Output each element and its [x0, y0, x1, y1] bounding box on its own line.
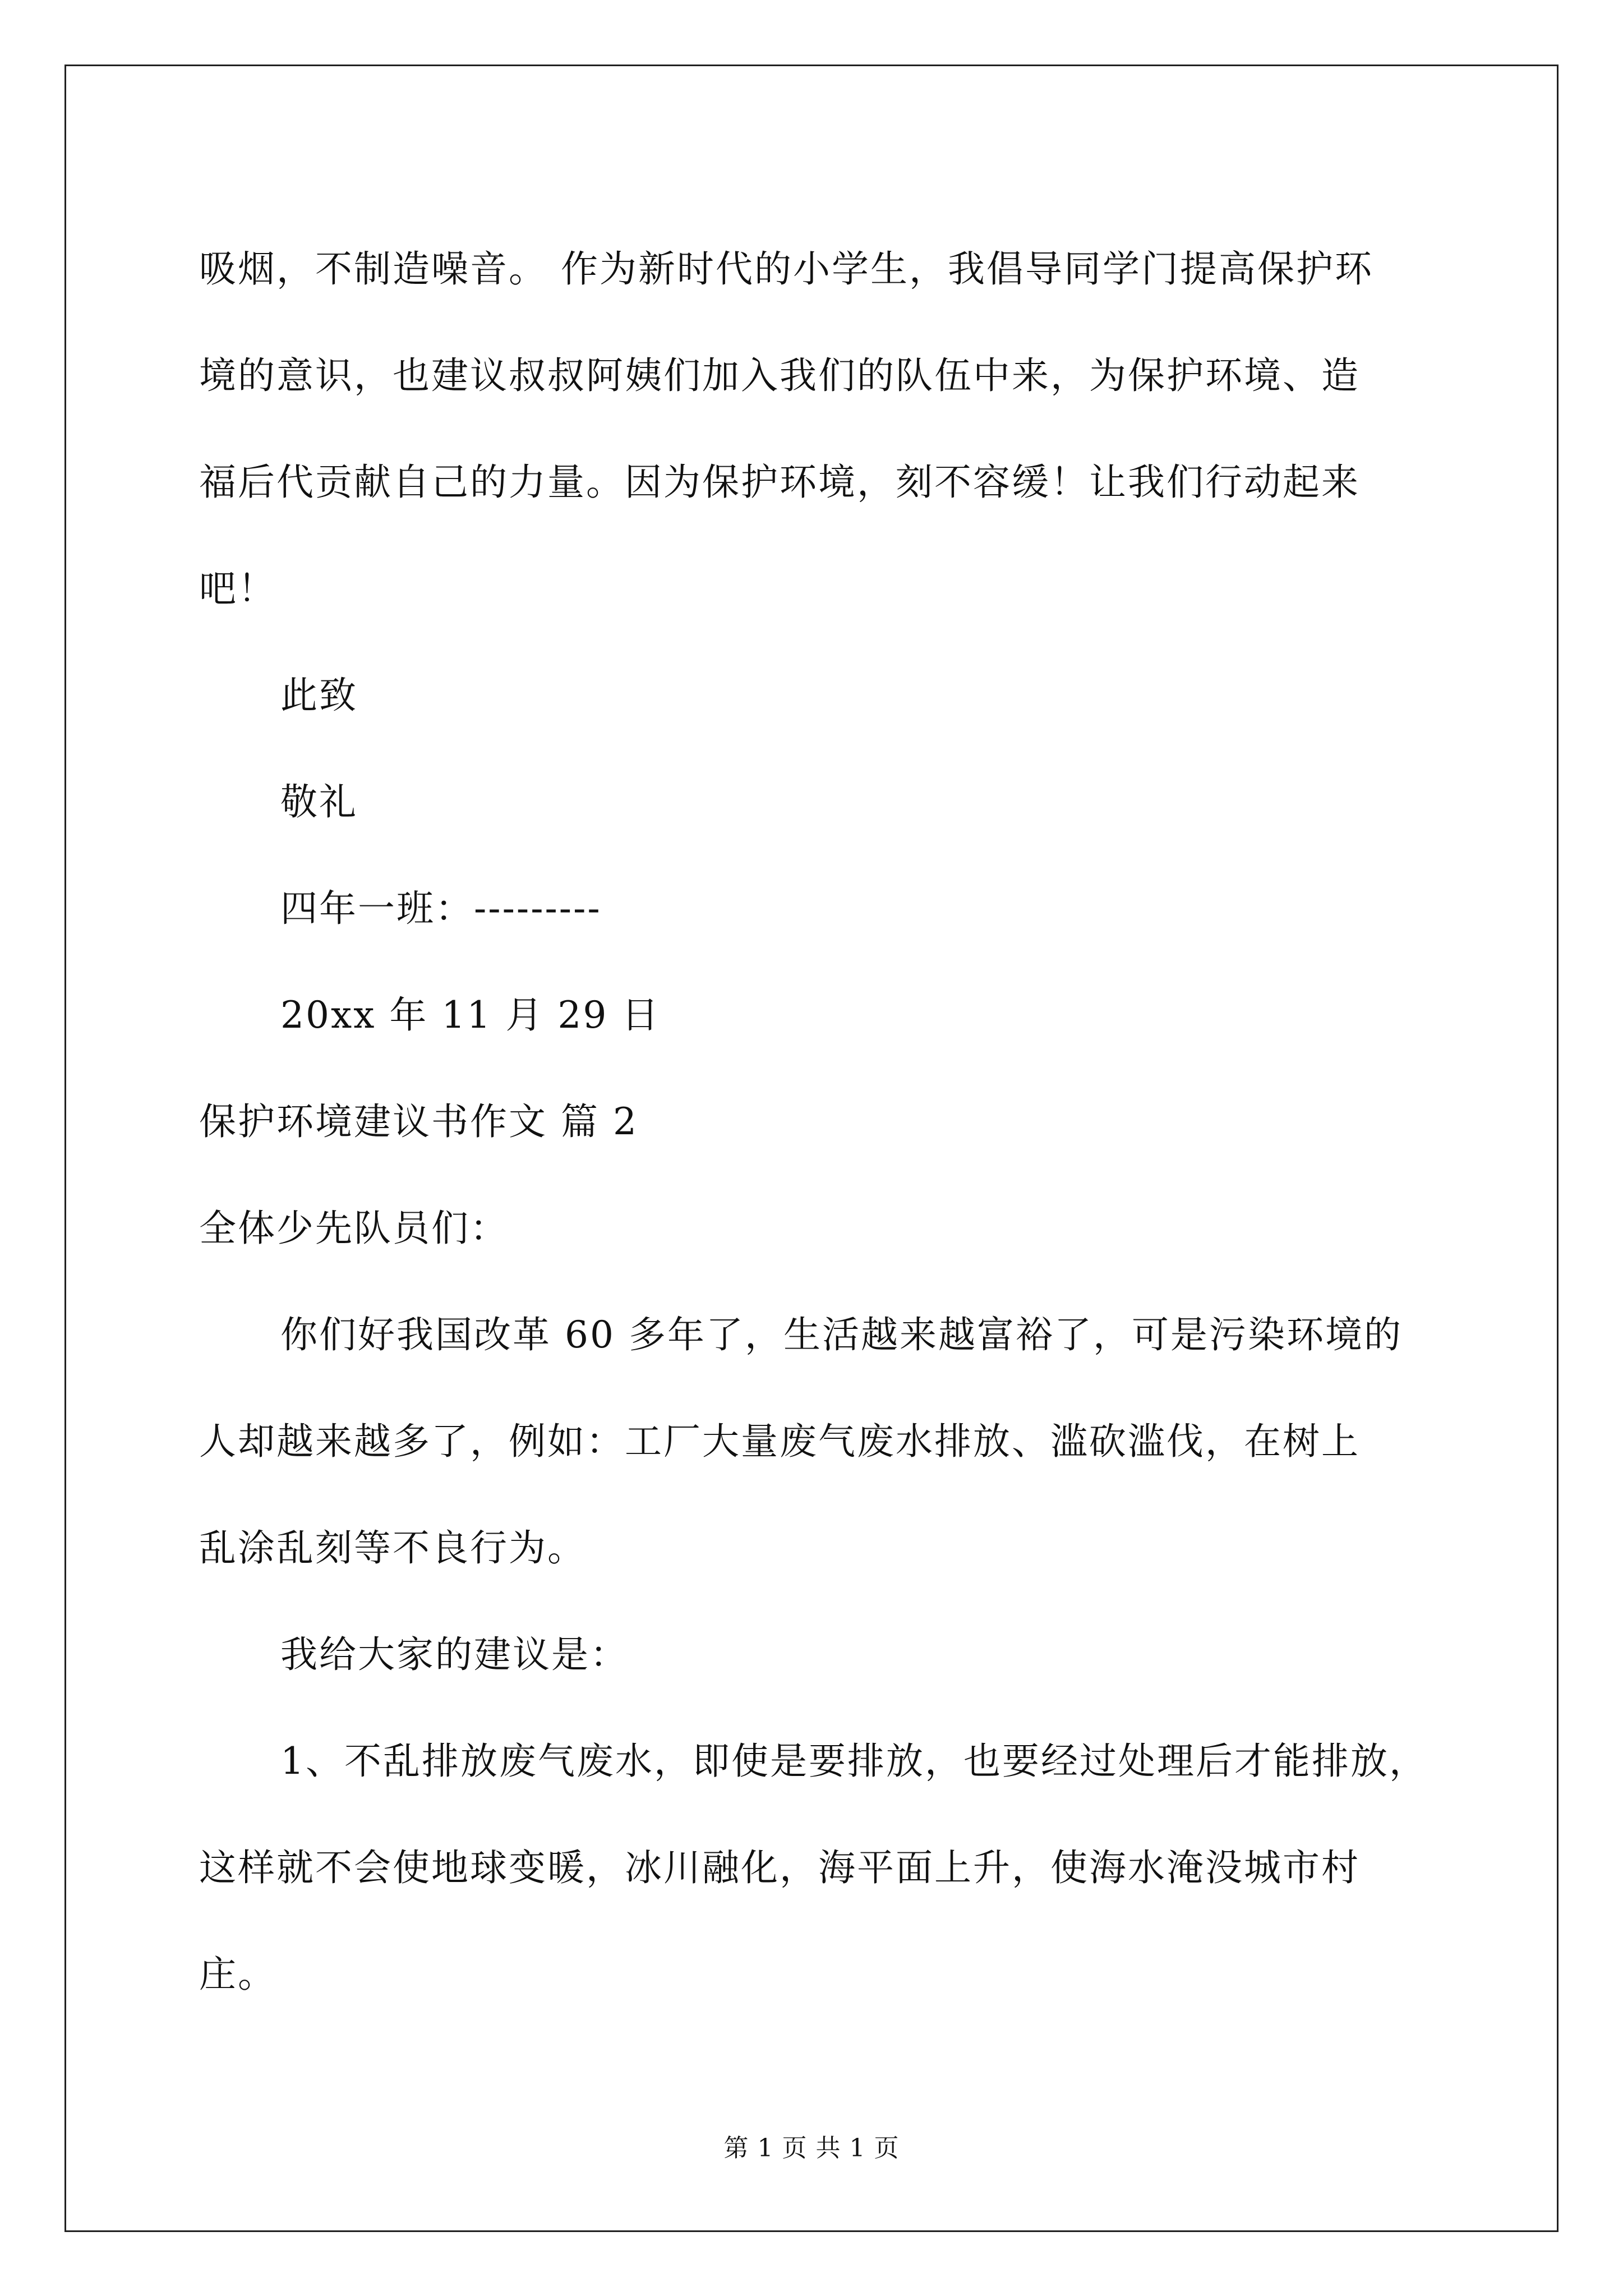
page-footer: 第 1 页 共 1 页 [723, 2134, 900, 2162]
text-line: 福后代贡献自己的力量。因为保护环境，刻不容缓！让我们行动起来 [199, 461, 1360, 504]
text-line: 人却越来越多了，例如：工厂大量废气废水排放、滥砍滥伐，在树上 [199, 1420, 1360, 1463]
text-line: 这样就不会使地球变暖，冰川融化，海平面上升，使海水淹没城市村 [199, 1846, 1360, 1889]
date-line: 20xx 年 11 月 29 日 [280, 993, 661, 1037]
document-body [199, 216, 1427, 2028]
text-line: 乱涂乱刻等不良行为。 [199, 1526, 586, 1570]
salutation-line: 此致 [280, 674, 358, 717]
signature-line: 四年一班：--------- [280, 887, 602, 930]
text-line: 庄。 [199, 1953, 276, 1996]
text-line: 你们好我国改革 60 多年了，生活越来越富裕了，可是污染环境的 [280, 1313, 1403, 1356]
list-item: 1、不乱排放废气废水，即使是要排放，也要经过处理后才能排放， [280, 1740, 1428, 1783]
text-line: 吧！ [199, 567, 276, 610]
text-line: 境的意识，也建议叔叔阿姨们加入我们的队伍中来，为保护环境、造 [199, 354, 1360, 397]
section-heading: 保护环境建议书作文 篇 2 [199, 1100, 638, 1143]
text-line: 吸烟，不制造噪音。 作为新时代的小学生，我倡导同学门提高保护环 [199, 247, 1373, 291]
text-line: 我给大家的建议是： [280, 1633, 629, 1676]
salutation-line: 敬礼 [280, 780, 358, 823]
greeting-line: 全体少先队员们： [199, 1207, 509, 1250]
